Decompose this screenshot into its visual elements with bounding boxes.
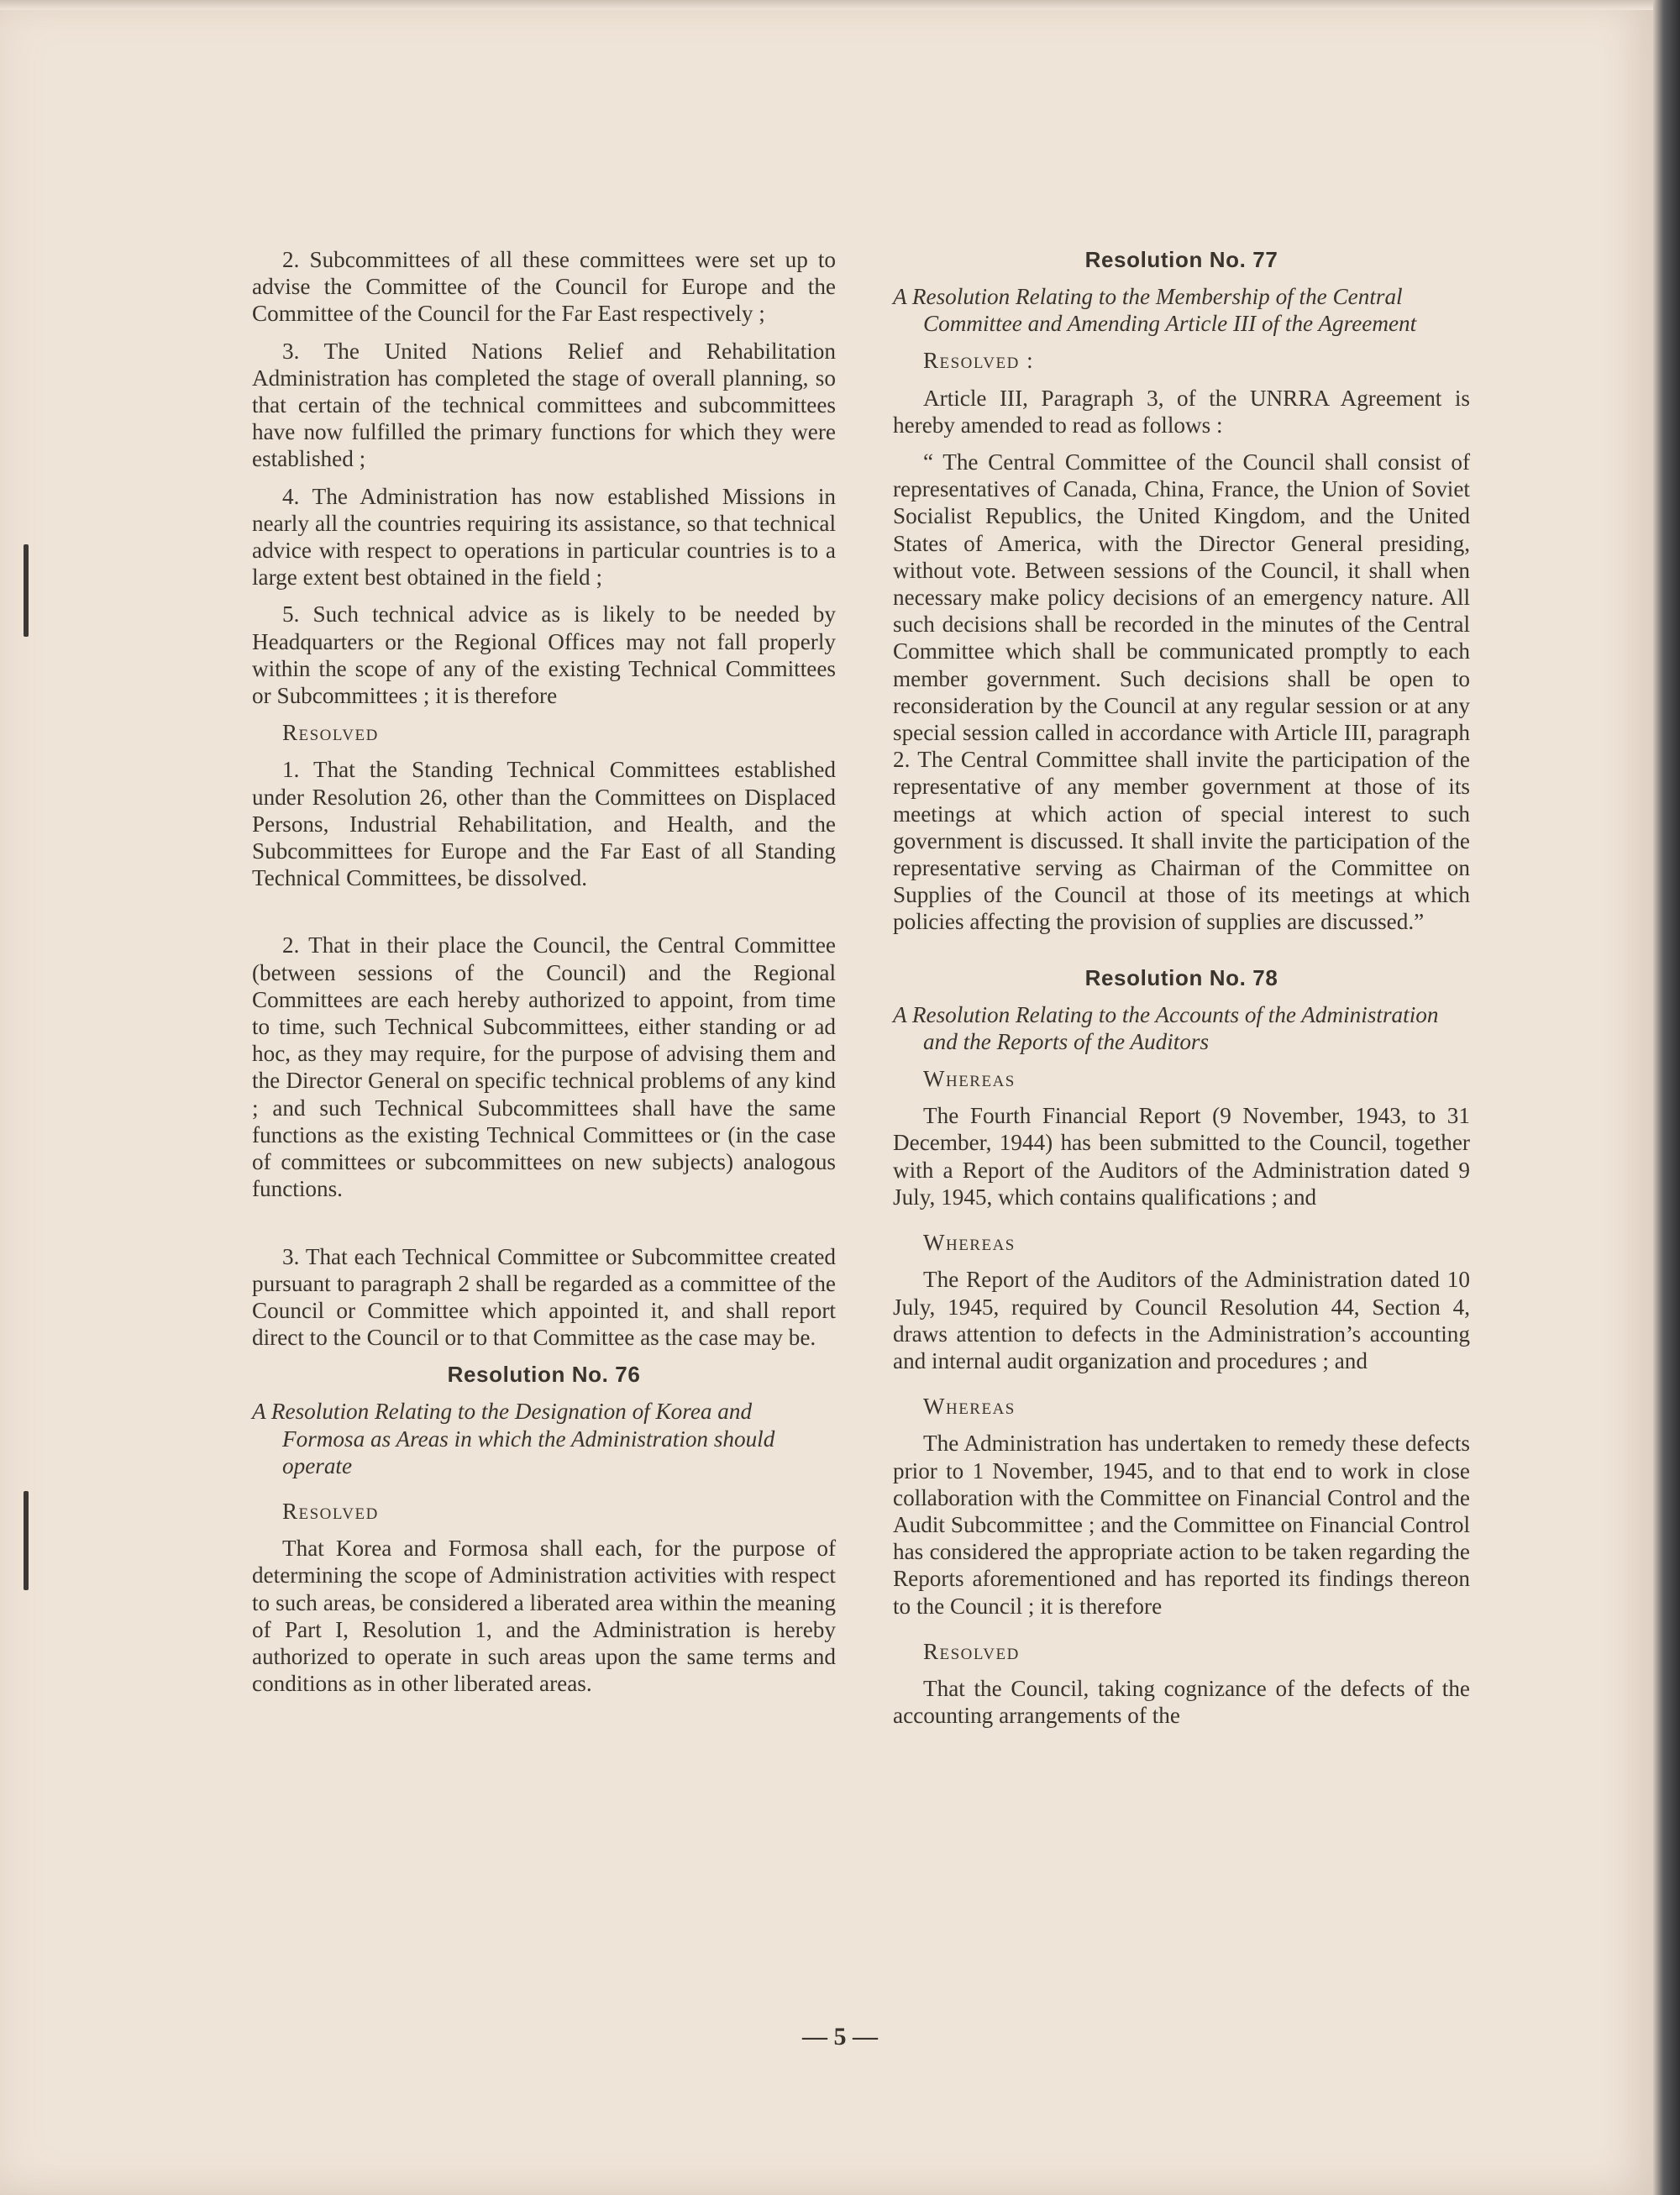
- resolution-76-text: That Korea and Formosa shall each, for the purpose of determining the scope of Administration activities with respect to such areas, be considered a liberated area within the meaning of Part I, Resolution 1, and the Administration is hereby authorized to operate in such areas upon the same terms and conditions as in other liberated areas.: [252, 1536, 836, 1697]
- resolution-76-heading: Resolution No. 76: [447, 1362, 641, 1388]
- whereas-label: Whereas: [923, 1066, 1016, 1092]
- resolution-clause-2: 2. That in their place the Council, the Central Committee (between sessions of the Council) and the Regional Committees are each hereby authorized to appoint, from time to time, such Technical Subcommittees, either standing or ad hoc, as they may require, for the purpose of advising them and the Director General on specific technical problems of any kind ; and such Technical Subcommittees shall have the same functions as the existing Technical Committees or (in the case of committees or subcommittees on new subjects) analogous functions.: [252, 932, 836, 1202]
- whereas-3-text: The Administration has undertaken to remedy these defects prior to 1 November, 1945, and to that end to work in close collaboration with the Committee on Financial Control and the Audit Subcommittee ; and the Committee on Financial Control has considered the appropriate action to be taken regarding the Reports aforementioned and has reported its findings thereon to the Council ; it is therefore: [893, 1431, 1470, 1619]
- page-number: — 5 —: [802, 2023, 878, 2051]
- resolution-78-subtitle: A Resolution Relating to the Accounts of the Administration and the Reports of the Auditors: [893, 1001, 1439, 1054]
- resolution-77-text: Article III, Paragraph 3, of the UNRRA Agreement is hereby amended to read as follows :: [893, 385, 1470, 438]
- binding-spine: [1653, 0, 1680, 2195]
- resolution-78-heading: Resolution No. 78: [1084, 964, 1278, 990]
- resolved-label: Resolved: [282, 1498, 379, 1524]
- whereas-label: Whereas: [923, 1230, 1016, 1256]
- whereas-2-text: The Report of the Auditors of the Administration dated 10 July, 1945, required by Council Resolution 44, Section 4, draws attention to defects in the Administration’s accounting and internal audit organization and procedures ; and: [893, 1267, 1470, 1373]
- paragraph-2: 2. Subcommittees of all these committees were set up to advise the Committee of the Council for Europe and the Committee of the Council for the Far East respectively ;: [252, 247, 836, 327]
- right-column: [893, 246, 1470, 1729]
- resolution-77-heading: Resolution No. 77: [1084, 247, 1278, 272]
- page-top-edge: [0, 0, 1653, 10]
- paragraph-5: 5. Such technical advice as is likely to be needed by Headquarters or the Regional Offices may not fall properly within the scope of any of the existing Technical Committees or Subcommittees ; it is therefore: [252, 601, 836, 709]
- resolution-clause-3: 3. That each Technical Committee or Subcommittee created pursuant to paragraph 2 shall be regarded as a committee of the Council or Committee which appointed it, and shall report direct to the Council or to that Committee as the case may be.: [252, 1243, 836, 1351]
- binding-mark: [24, 1491, 29, 1590]
- resolution-77-quote: “ The Central Committee of the Council shall consist of representatives of Canada, China, France, the Union of Soviet Socialist Republics, the United Kingdom, and the United States of America, with the Director General presiding, without vote. Between sessions of the Council, it shall when necessary make policy decisions of an emergency nature. All such decisions shall be recorded in the minutes of the Central Committee which shall be communicated promptly to each member government. Such decisions shall be open to reconsideration by the Council at any regular session or at any special session called in accordance with Article III, paragraph 2. The Central Committee shall invite the participation of the representative of any member government at those of its meetings at which action of special interest to such government is discussed. It shall invite the participation of the representative serving as Chairman of the Committee on Supplies of the Council at those of its meetings at which policies affecting the provision of supplies are discussed.”: [893, 449, 1470, 935]
- resolution-77-subtitle: A Resolution Relating to the Membership of the Central Committee and Amending Article III of the Agreement: [893, 284, 1417, 337]
- resolution-clause-1: 1. That the Standing Technical Committees established under Resolution 26, other than the Committees on Displaced Persons, Industrial Rehabilitation, and Health, and the Subcommittees for Europe and the Far East of all Standing Technical Committees, be dissolved.: [252, 757, 836, 891]
- resolution-76-subtitle: A Resolution Relating to the Designation of Korea and Formosa as Areas in which the Administration should operate: [252, 1399, 775, 1478]
- paragraph-4: 4. The Administration has now established Missions in nearly all the countries requiring its assistance, so that technical advice with respect to operations in particular countries is to a large extent best obtained in the field ;: [252, 483, 836, 591]
- whereas-1-text: The Fourth Financial Report (9 November, 1943, to 31 December, 1944) has been submitted to the Council, together with a Report of the Auditors of the Administration dated 9 July, 1945, which contains qualifications ; and: [893, 1103, 1470, 1210]
- paragraph-3: 3. The United Nations Relief and Rehabilitation Administration has completed the stage of overall planning, so that certain of the technical committees and subcommittees have now fulfilled the primary functions for which they were established ;: [252, 338, 836, 472]
- binding-mark: [24, 544, 29, 637]
- resolved-label: Resolved: [923, 1638, 1020, 1664]
- whereas-label: Whereas: [923, 1394, 1016, 1420]
- resolution-78-text: That the Council, taking cognizance of the defects of the accounting arrangements of the: [893, 1675, 1470, 1729]
- resolved-label: Resolved: [282, 720, 379, 746]
- left-column: [252, 246, 836, 1697]
- resolved-label: Resolved :: [923, 348, 1035, 374]
